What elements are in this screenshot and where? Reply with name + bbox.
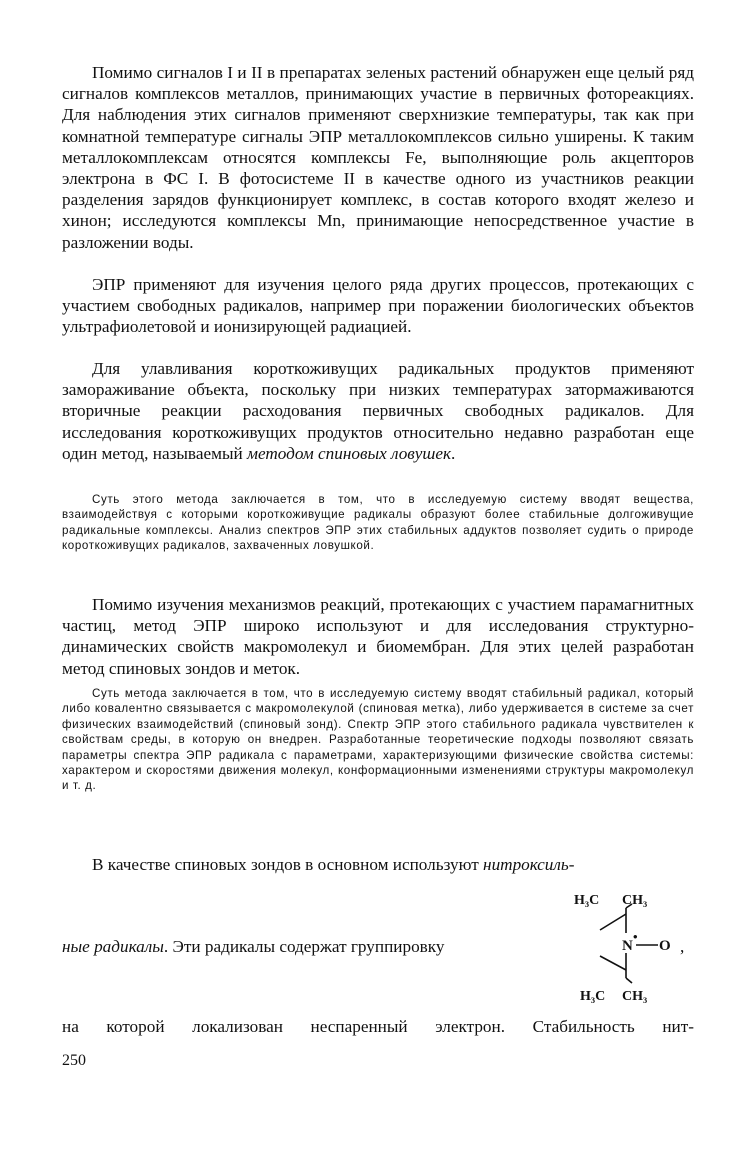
note-spin-traps [62, 492, 694, 554]
note-1-text: Суть этого метода заключается в том, что в исследуемую систему вводят вещества, взаимодействуя с которыми короткоживущие радикалы образуют более стабильные долгоживущие радикальные комплексы. Анализ спектров ЭПР этих стабильных аддуктов позволяет судить о природе короткоживущих радикалов, захваченных ловушкой. [62, 493, 694, 553]
paragraph-3: Для улавливания короткоживущих радикальных продуктов применяют замораживание объекта, поскольку при низких температурах затормаживаются вторичные реакции расходования первичных свободных радикалов. Для исследования короткоживущих продуктов относительно недавно разработан еще один метод, называемый методом спиновых ловушек. [62, 359, 694, 463]
note-spin-probes [62, 686, 694, 794]
paragraph-1 [62, 62, 694, 253]
paragraph-2-text: ЭПР применяют для изучения целого ряда других процессов, протекающих с участием свободных радикалов, например при поражении биологических объектов ультрафиолетовой и ионизирующей радиацией. [62, 275, 694, 337]
paragraph-7 [62, 1016, 694, 1037]
nitroxide-term-end: ные радикалы [62, 937, 164, 956]
paragraph-5 [62, 854, 694, 875]
paragraph-6 [62, 936, 445, 957]
paragraph-5-text: В качестве спиновых зондов в основном используют [92, 855, 484, 874]
paragraph-4 [62, 594, 694, 679]
structure-oxygen: O [659, 938, 671, 954]
structure-top-left: H₃C [574, 893, 600, 908]
structure-bottom-right: CH₃ [622, 989, 648, 1004]
paragraph-7-text: на которой локализован неспаренный электрон. Стабильность нит- [62, 1017, 694, 1036]
nitroxide-term-start: нитроксиль- [483, 855, 575, 874]
paragraph-3-text: Для улавливания короткоживущих радикальных продуктов применяют замораживание объекта, поскольку при низких температурах затормаживаются вторичные реакции расходования первичных свободных радикалов. Для исследования короткоживущих продуктов относительно недавно разработан еще один метод, называемый [62, 359, 694, 463]
spin-trap-term: методом спиновых ловушек [247, 443, 452, 463]
paragraph-1-text: Помимо сигналов I и II в препаратах зеленых растений обнаружен еще целый ряд сигналов комплексов металлов, принимающих участие в первичных фотореакциях. Для наблюдения этих сигналов применяют сверхнизкие температуры, так как при комнатной температуре сигналы ЭПР металлокомплексов сильно уширены. К таким металлокомплексам относятся комплексы Fe, выполняющие роль акцепторов электрона в ФС I. В фотосистеме II в качестве одного из участников реакции разделения зарядов функционирует комплекс, в состав которого входят железо и хинон; исследуются комплексы Mn, принимающие непосредственное участие в разложении воды. [62, 63, 694, 252]
structure-nitrogen: N [622, 938, 633, 954]
paragraph-6-text: . Эти радикалы содержат группировку [163, 937, 445, 956]
page-number: 250 [62, 1052, 86, 1069]
note-2-text: Суть метода заключается в том, что в исследуемую систему вводят стабильный радикал, который либо ковалентно связывается с макромолекулой (спиновая метка), либо удерживается в системе за счет физических взаимодействий (спиновый зонд). Спектр ЭПР этого стабильного радикала чувствителен к свойствам среды, в которую он внедрен. Разработанные теоретические подходы позволяют связать параметры спектра ЭПР радикала с параметрами, характеризующими физические свойства системы: характером и скоростями движения молекул, конформационными изменениями структуры макромолекул и т. д. [62, 687, 694, 793]
structure-bottom-left: H₃C [580, 989, 606, 1004]
structure-trailing-comma: , [680, 937, 685, 956]
paragraph-4-text: Помимо изучения механизмов реакций, протекающих с участием парамагнитных частиц, метод ЭПР широко используют и для исследования структурно-динамических свойств макромолекул и биомембран. Для этих целей разработан метод спиновых зондов и меток. [62, 595, 694, 678]
structure-radical-dot: • [633, 929, 638, 944]
structure-top-right: CH₃ [622, 893, 648, 908]
nitroxide-group-structure [572, 886, 690, 1013]
paragraph-2 [62, 274, 694, 338]
